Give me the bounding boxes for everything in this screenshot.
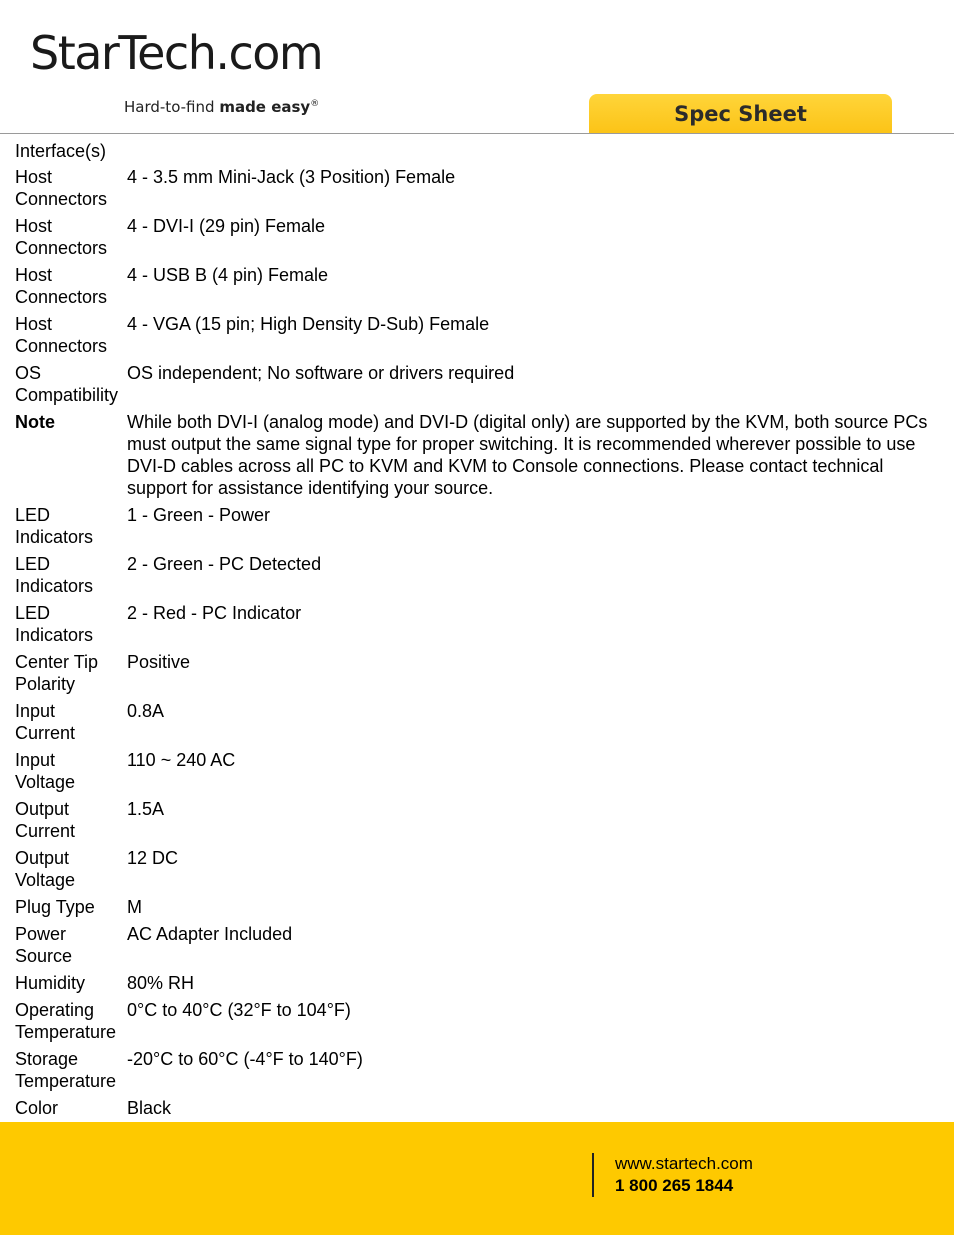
spec-sheet-tab: Spec Sheet	[589, 94, 892, 134]
spec-row	[15, 215, 940, 259]
spec-value: 4 - DVI-I (29 pin) Female	[127, 216, 326, 236]
spec-value: 2 - Green - PC Detected	[127, 554, 322, 574]
spec-label: Output Voltage	[15, 848, 76, 890]
header-divider	[0, 133, 954, 134]
spec-label: Input Current	[15, 701, 76, 743]
section-title: Interface(s)	[15, 141, 107, 161]
spec-value: 0°C to 40°C (32°F to 104°F)	[127, 1000, 351, 1020]
spec-label: Plug Type	[15, 897, 95, 917]
spec-label: Storage Temperature	[15, 1049, 117, 1091]
page-header	[0, 0, 954, 134]
spec-label: LED Indicators	[15, 554, 94, 596]
tagline-prefix: Hard-to-find	[124, 98, 220, 116]
spec-label: Humidity	[15, 973, 86, 993]
spec-value: -20°C to 60°C (-4°F to 140°F)	[127, 1049, 363, 1069]
spec-row	[15, 798, 940, 842]
spec-row	[15, 504, 940, 548]
spec-row	[15, 166, 940, 210]
spec-value: 1 - Green - Power	[127, 505, 271, 525]
spec-label: Output Current	[15, 799, 76, 841]
spec-row	[15, 411, 940, 499]
spec-value: M	[127, 897, 142, 917]
spec-value: 4 - 3.5 mm Mini-Jack (3 Position) Female	[127, 167, 456, 187]
spec-value: 1.5A	[127, 799, 165, 819]
footer-divider	[592, 1153, 594, 1197]
spec-row	[15, 362, 940, 406]
spec-label: Host Connectors	[15, 167, 108, 209]
tagline-mark: ®	[310, 99, 320, 109]
spec-label: Center Tip Polarity	[15, 652, 99, 694]
spec-value: 2 - Red - PC Indicator	[127, 603, 302, 623]
spec-label: Operating Temperature	[15, 1000, 117, 1042]
spec-row	[15, 749, 940, 793]
phone-number: 1 800 265 1844	[615, 1176, 734, 1195]
spec-value: 4 - VGA (15 pin; High Density D-Sub) Female	[127, 314, 490, 334]
spec-row	[15, 651, 940, 695]
website-text: www.startech.com	[615, 1154, 753, 1173]
spec-row	[15, 896, 940, 918]
spec-value: Positive	[127, 652, 191, 672]
spec-value: Black	[127, 1098, 172, 1118]
spec-row	[15, 999, 940, 1043]
spec-row	[15, 602, 940, 646]
spec-value: 110 ~ 240 AC	[127, 750, 236, 770]
startech-logo	[30, 26, 323, 80]
spec-label: Host Connectors	[15, 265, 108, 307]
spec-row	[15, 847, 940, 891]
spec-row	[15, 1097, 940, 1119]
spec-value: While both DVI-I (analog mode) and DVI-D (digital only) are supported by the KVM, both source PCs must output the same signal type for proper switching. It is recommended wherever possible to use DVI-D cables across all PC to KVM and KVM to Console connections. Please contact technical support for assistance identifying your source.	[127, 412, 928, 498]
spec-value: 4 - USB B (4 pin) Female	[127, 265, 329, 285]
spec-row	[15, 700, 940, 744]
spec-value: 80% RH	[127, 973, 195, 993]
spec-row	[15, 313, 940, 357]
spec-label: Input Voltage	[15, 750, 76, 792]
spec-row	[15, 972, 940, 994]
spec-label: Host Connectors	[15, 314, 108, 356]
section-title-row	[15, 140, 940, 162]
spec-label: Color	[15, 1098, 59, 1118]
spec-row	[15, 553, 940, 597]
spec-row	[15, 1048, 940, 1092]
spec-label: LED Indicators	[15, 603, 94, 645]
tagline-bold: made easy	[219, 98, 311, 116]
spec-label: OS Compatibility	[15, 363, 119, 405]
spec-value: 0.8A	[127, 701, 165, 721]
spec-label: Host Connectors	[15, 216, 108, 258]
spec-table	[15, 140, 940, 1124]
logo-text: StarTech.com	[30, 26, 323, 80]
spec-value: OS independent; No software or drivers required	[127, 363, 515, 383]
spec-row	[15, 264, 940, 308]
page-footer	[0, 1122, 954, 1235]
spec-label: Note	[15, 412, 55, 432]
spec-label: LED Indicators	[15, 505, 94, 547]
spec-label: Power Source	[15, 924, 73, 966]
logo-tagline	[124, 98, 319, 116]
spec-value: AC Adapter Included	[127, 924, 293, 944]
spec-value: 12 DC	[127, 848, 179, 868]
spec-row	[15, 923, 940, 967]
